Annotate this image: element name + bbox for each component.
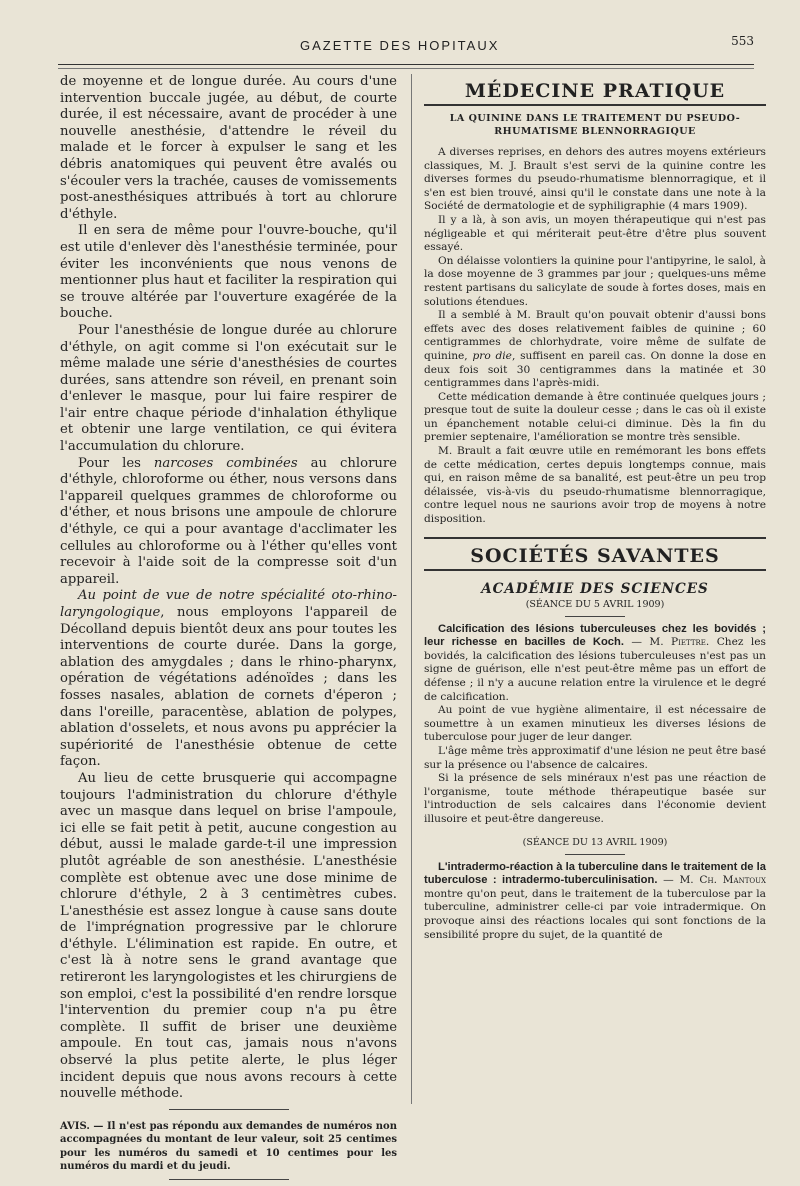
section-title-medecine: MÉDECINE PRATIQUE (464, 80, 726, 102)
short-rule (565, 854, 625, 855)
column-divider (411, 74, 412, 1104)
text-segment: , nous employons l'appareil de Décolland depuis bientôt deux ans pour toutes les interventions de courte durée. Dans la gorge, ablation des amygdales ; dans le rhino-pharynx, opération de végétations adénoïdes ; dans les fosses nasales, ablation de cornets d'éperon ; dans l'oreille, paracentèse, ablation de polypes, ablation d'osselets, et nous avons pu apprécier la supériorité de l'anesthésie obtenue de cette façon. (60, 605, 397, 770)
section-rule (424, 104, 766, 106)
text-segment: Pour les (78, 455, 154, 471)
paragraph-continuation: de moyenne et de longue durée. Au cours d'une intervention buccale jugée, au début, de courte durée, il est nécessaire, avant de procéder à une nouvelle anesthésie, d'attendre le réveil du malade et le forcer à expulser le sang et les débris anatomiques qui peuvent être avalés ou s'écouler vers la trachée, causes de vomissements post-anesthésiques attribués à tort au chlorure d'éthyle. (60, 74, 397, 222)
paragraph: Au point de vue hygiène alimentaire, il est nécessaire de soumettre à un examen minutieux les diverses lésions de tuberculose pour juger de leur danger. (424, 704, 766, 744)
text-segment: au chlorure d'éthyle, chloroforme ou éther, nous versons dans l'appareil quelques grammes de chloroforme ou d'éther, et nous brisons une ampoule de chlorure d'éthyle, ce qui a pour avantage d'acclimater les cellules au chloroforme ou à l'éther qu'elles vont recevoir à l'aide soit de la compresse soit d'un appareil. (60, 455, 397, 587)
paragraph-intradermo: L'intradermo-réaction à la tuberculine dans le traitement de la tuberculose : intradermo-tuberculinisation. — M. Ch. Mantoux montre qu'on peut, dans le traitement de la tuberculose par la tuberculine, administrer celle-ci par voie intradermique. On provoque ainsi des réactions locales qui sont fonctions de la sensibilité propre du sujet, de la quantité de (424, 860, 766, 941)
article-title-quinine: LA QUININE DANS LE TRAITEMENT DU PSEUDO-RHUMATISME BLENNORRAGIQUE (449, 113, 741, 137)
running-title: GAZETTE DES HOPITAUX (300, 38, 500, 53)
paragraph-ouvre-bouche: Il en sera de même pour l'ouvre-bouche, qu'il est utile d'enlever dès l'anesthésie terminée, pour éviter les inconvénients que nous venons de mentionner plus haut et faciliter la respiration qui se trouve altérée par l'ouverture exagérée de la bouche. (60, 223, 397, 322)
section-rule (424, 537, 766, 539)
header-rule (58, 64, 754, 65)
article-title-intradermo: L'intradermo-réaction à la tuberculine dans le traitement de la tuberculose : intradermo-tuberculinisation. (424, 860, 766, 887)
emphasis: pro die (472, 349, 512, 362)
academy-title: ACADÉMIE DES SCIENCES (481, 580, 709, 597)
paragraph: Si la présence de sels minéraux n'est pas une réaction de l'organisme, toute méthode thérapeutique basée sur l'introduction de sels calcaires dans l'économie devient illusoire et peut-être dangereuse. (424, 772, 766, 825)
emphasis: narcoses combinées (153, 455, 298, 471)
paragraph-calcification: Calcification des lésions tuberculeuses chez les bovidés ; leur richesse en bacilles de Koch. — M. Piettre. Chez les bovidés, la calcification des lésions tuberculeuses n'est pas un signe de guérison, elle n'est peut-être même pas un effort de défense ; il n'y a aucune relation entre la virulence et le degré de calcification. (424, 622, 766, 703)
author-name: M. Ch. Mantoux (679, 874, 766, 887)
author-name: M. Piettre. (649, 636, 710, 649)
paragraph: L'âge même très approximatif d'une lésion ne peut être basé sur la présence ou l'absence de calcaires. (424, 744, 766, 771)
paragraph-narcoses (60, 456, 397, 589)
text-segment: Il a semblé à M. Brault qu'on pouvait obtenir d'aussi bons effets avec des doses relativement faibles de quinine ; 60 centigrammes de chlorhydrate, voire même de sulfate de quinine, (424, 309, 766, 362)
paragraph: On délaisse volontiers la quinine pour l'antipyrine, le salol, à la dose moyenne de 3 grammes par jour ; quelques-uns même restent partisans du salicylate de soude à fortes doses, mais en solutions étendues. (424, 254, 766, 308)
paragraph: Il y a là, à son avis, un moyen thérapeutique qui n'est pas négligeable et qui mériterait peut-être d'être plus souvent essayé. (424, 213, 766, 254)
paragraph: Cette médication demande à être continuée quelques jours ; presque tout de suite la douleur cesse ; dans le cas où il existe un épanchement notable celui-ci diminue. Dès la fin du premier septenaire, l'amélioration se montre très sensible. (424, 390, 766, 444)
text-segment: , suffisent en pareil cas. On donne la dose en deux fois soit 30 centigrammes dans la matinée et 30 centigrammes dans l'après-midi. (424, 349, 767, 390)
text-segment: montre qu'on peut, dans le traitement de la tuberculose par la tuberculine, administrer celle-ci par voie intradermique. On provoque ainsi des réactions locales qui sont fonctions de la sensibilité propre du sujet, de la quantité de (424, 887, 766, 941)
article-title-calcification: Calcification des lésions tuberculeuses chez les bovidés ; leur richesse en bacilles de Koch. (424, 622, 766, 649)
section-rule (424, 569, 766, 571)
page-number: 553 (731, 34, 754, 48)
right-column (424, 74, 766, 942)
ornament-rule (169, 1109, 289, 1110)
paragraph: A diverses reprises, en dehors des autres moyens extérieurs classiques, M. J. Brault s'est servi de la quinine contre les diverses formes du pseudo-rhumatisme blennorragique, et il s'en est bien trouvé, ainsi qu'il le constate dans une note à la Société de dermatologie et de syphiligraphie (4 mars 1909). (424, 146, 766, 213)
ornament-rule (169, 1179, 289, 1180)
paragraph-brusquerie: Au lieu de cette brusquerie qui accompagne toujours l'administration du chlorure d'éthyle avec un masque dans lequel on brise l'ampoule, ici elle se fait petit à petit, aucune congestion au début, aussi le malade garde-t-il une impression plutôt agréable de son anesthésie. L'anesthésie complète est obtenue avec une dose minime de chlorure d'éthyle, 2 à 3 centimètres cubes. L'anesthésie est assez longue à cause sans doute de l'imprégnation progressive par le chlorure d'éthyle. L'élimination est rapide. En outre, et c'est là à notre sens le grand avantage que retireront les laryngologistes et les chirurgiens de son emploi, c'est la possibilité d'en rendre lorsque l'intervention du premier coup n'a pu être complète. Il suffit de briser une deuxième ampoule. En tout cas, jamais nous n'avons observé la plus petite alerte, le plus léger incident depuis que nous avons recours à cette nouvelle méthode. (60, 770, 397, 1102)
paragraph: M. Brault a fait œuvre utile en remémorant les bons effets de cette médication, certes depuis longtemps connue, mais qui, en raison même de sa banalité, est peut-être un peu trop délaissée, vis-à-vis du pseudo-rhumatisme blennorragique, contre lequel nous ne saurions avoir trop de moyens à notre disposition. (424, 445, 766, 526)
paragraph-specialite (60, 588, 397, 771)
text-segment: Chez les bovidés, la calcification des lésions tuberculeuses n'est pas un signe de guérison, elle n'est peut-être même pas un effort de défense ; il n'y a aucune relation entre la virulence et le degré de calcification. (424, 636, 766, 703)
session-date: (SÉANCE DU 13 AVRIL 1909) (522, 836, 668, 848)
section-title-societes: SOCIÉTÉS SAVANTES (470, 544, 720, 567)
short-rule (565, 616, 625, 617)
paragraph-longue-duree: Pour l'anesthésie de longue durée au chlorure d'éthyle, on agit comme si l'on exécutait sur le même malade une série d'anesthésies de courtes durées, sans attendre son réveil, en prenant soin d'enlever le masque, pour lui faire respirer de l'air entre chaque période d'inhalation éthylique et obtenir une large ventilation, ce qui évitera l'accumulation du chlorure. (60, 322, 397, 455)
left-column (60, 74, 397, 1186)
running-head (0, 34, 800, 60)
avis-notice: AVIS. — Il n'est pas répondu aux demandes de numéros non accompagnées du montant de leur valeur, soit 25 centimes pour les numéros du samedi et 10 centimes pour les numéros du mardi et du jeudi. (60, 1120, 397, 1173)
paragraph (424, 309, 766, 391)
session-date: (SÉANCE DU 5 AVRIL 1909) (525, 598, 665, 610)
header-rule-secondary (58, 68, 754, 69)
emphasis: Au point de vue de notre spécialité oto-rhino-laryngologique (60, 588, 397, 620)
